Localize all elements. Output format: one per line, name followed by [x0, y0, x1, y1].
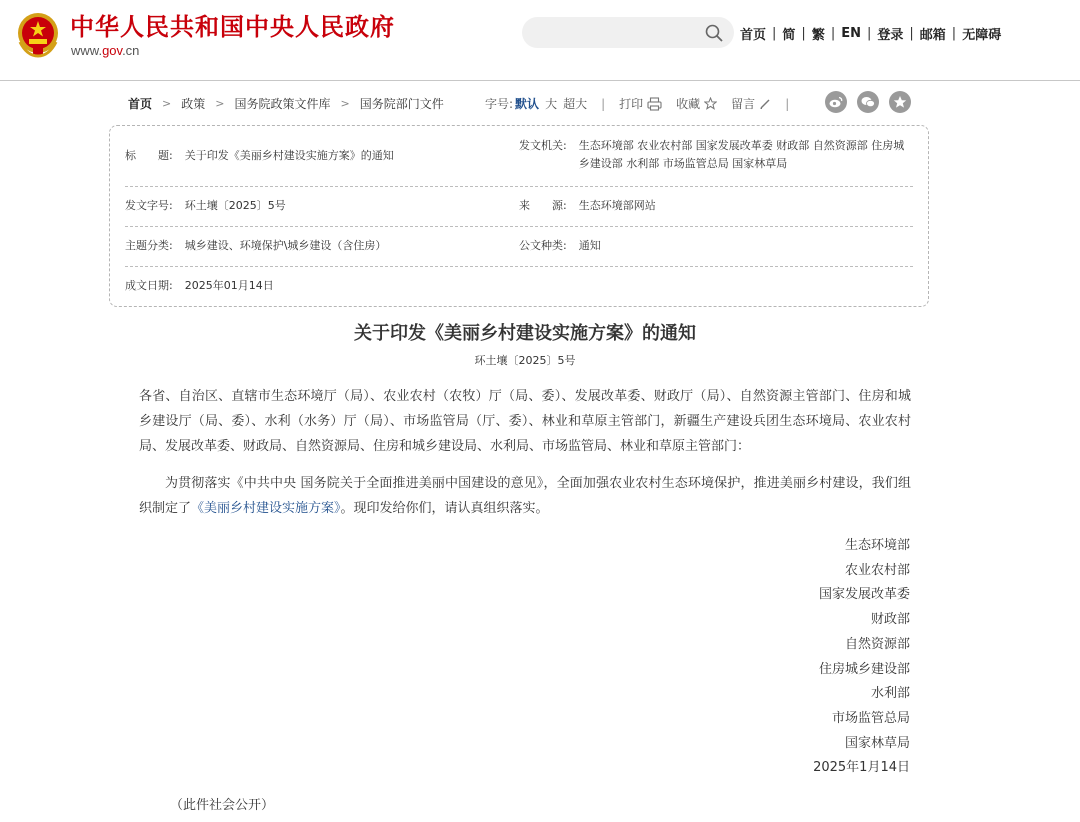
chevron-right-icon: >: [162, 97, 172, 110]
favorite-label: 收藏: [676, 97, 701, 111]
signer: 财政部: [870, 612, 910, 628]
breadcrumb: [128, 95, 444, 112]
info-topic: [125, 237, 386, 255]
info-title-value: 关于印发《美丽乡村建设实施方案》的通知: [184, 149, 394, 162]
info-source: [519, 197, 656, 215]
info-date-value: 2025年01月14日: [184, 279, 274, 292]
plan-document-link[interactable]: 《美丽乡村建设实施方案》: [191, 501, 341, 516]
nav-separator: |: [909, 26, 914, 41]
breadcrumb-policy[interactable]: 政策: [181, 97, 206, 111]
top-nav: [740, 24, 1001, 43]
comment-button[interactable]: [731, 95, 771, 112]
signers-block: [813, 534, 910, 781]
article-body-text: 为贯彻落实《中共中央 国务院关于全面推进美丽中国建设的意见》，全面加强农业农村生态环境保护，推进美丽乡村建设，我们组织制定了: [139, 476, 911, 516]
signer: 农业农村部: [844, 562, 910, 578]
article-body-end: 。现印发给你们，请认真组织落实。: [340, 501, 549, 516]
wechat-icon[interactable]: [857, 91, 879, 113]
article-recipients: 各省、自治区、直辖市生态环境厅（局）、农业农村（农牧）厅（局、委）、发展改革委、财政厅（局）、自然资源主管部门、住房和城乡建设厅（局、委）、水利（水务）厅（局）、市场监管局（厅、委）、林业和草原主管部门，新疆生产建设兵团生态环境局、农业农村局、发展改革委、财政局、自然资源局、住房和城乡建设局、水利局、市场监管局、林业和草原主管部门：: [139, 389, 911, 454]
printer-icon: [647, 97, 662, 111]
nav-separator: |: [830, 26, 836, 41]
signer: 市场监管总局: [831, 710, 910, 726]
info-issuer-value: 生态环境部 农业农村部 国家发展改革委 财政部 自然资源部 住房城乡建设部 水利部 市场监管总局 国家林草局: [578, 139, 905, 170]
favorite-button[interactable]: [676, 95, 717, 112]
signer: 水利部: [870, 686, 910, 702]
comment-label: 留言: [731, 97, 756, 111]
signer: 国家林草局: [844, 735, 910, 751]
site-url[interactable]: [71, 43, 139, 58]
info-row-title: [125, 136, 913, 187]
nav-mail[interactable]: 邮箱: [919, 28, 946, 43]
pencil-icon: [759, 98, 771, 110]
nav-separator: |: [801, 26, 806, 41]
info-title-label: 标 题:: [125, 149, 173, 162]
info-topic-label: 主题分类:: [125, 239, 173, 252]
info-row-topic: [125, 226, 913, 267]
nav-simplified[interactable]: 简: [782, 28, 796, 43]
national-emblem-icon[interactable]: [17, 12, 59, 58]
site-title[interactable]: 中华人民共和国中央人民政府: [70, 13, 395, 41]
chevron-right-icon: >: [215, 97, 225, 110]
info-row-date: [125, 266, 913, 302]
sign-date: 2025年1月14日: [813, 760, 910, 776]
site-url-prefix: www.: [71, 43, 103, 58]
info-row-docno: [125, 186, 913, 227]
search-icon[interactable]: [704, 23, 724, 43]
info-topic-value: 城乡建设、环境保护\城乡建设（含住房）: [184, 239, 387, 252]
nav-separator: |: [951, 26, 957, 41]
info-type: [519, 237, 601, 255]
info-docno: [125, 197, 286, 215]
nav-english[interactable]: EN: [841, 26, 861, 41]
info-issuer: [519, 137, 909, 173]
breadcrumb-home[interactable]: 首页: [128, 97, 153, 111]
print-button[interactable]: [619, 95, 662, 112]
site-url-suffix: .cn: [122, 43, 140, 58]
nav-login[interactable]: 登录: [877, 28, 904, 43]
nav-accessibility[interactable]: 无障碍: [962, 28, 1002, 43]
chevron-right-icon: >: [340, 97, 350, 110]
info-type-value: 通知: [578, 239, 601, 252]
weibo-icon[interactable]: [825, 91, 847, 113]
font-size-xlarge[interactable]: 超大: [563, 97, 588, 111]
search-input[interactable]: [536, 23, 710, 43]
font-size-default[interactable]: 默认: [515, 97, 540, 111]
info-docno-value: 环土壤〔2025〕5号: [184, 199, 286, 212]
site-header: [0, 0, 1080, 81]
info-docno-label: 发文字号:: [125, 199, 173, 212]
nav-traditional[interactable]: 繁: [811, 28, 825, 43]
breadcrumb-department-docs[interactable]: 国务院部门文件: [359, 97, 444, 111]
info-date: [125, 277, 274, 295]
signer: 住房城乡建设部: [818, 661, 910, 677]
print-label: 打印: [619, 97, 644, 111]
signer: 自然资源部: [844, 636, 910, 652]
site-url-brand: gov: [102, 43, 123, 58]
font-size-large[interactable]: 大: [545, 97, 558, 111]
document-info-box: [109, 125, 929, 307]
qzone-icon[interactable]: [889, 91, 911, 113]
tools-divider: |: [785, 96, 790, 111]
nav-separator: |: [772, 26, 777, 41]
article-title: 关于印发《美丽乡村建设实施方案》的通知: [354, 323, 696, 344]
info-source-value: 生态环境部网站: [578, 199, 656, 212]
share-buttons: [825, 91, 921, 113]
nav-separator: |: [866, 26, 872, 41]
nav-home[interactable]: 首页: [740, 28, 767, 43]
article-body: [139, 471, 911, 521]
signer: 国家发展改革委: [818, 587, 910, 603]
article-doc-number: 环土壤〔2025〕5号: [474, 354, 576, 367]
signer: 生态环境部: [844, 538, 910, 553]
info-type-label: 公文种类:: [519, 239, 567, 252]
public-notice: （此件社会公开）: [170, 798, 275, 813]
info-date-label: 成文日期:: [125, 279, 173, 292]
info-source-label: 来 源:: [519, 199, 567, 212]
font-size-label: 字号:: [485, 97, 514, 111]
search-box: [522, 17, 734, 48]
info-issuer-label: 发文机关:: [519, 139, 567, 152]
tools-divider: |: [601, 96, 606, 111]
article-tools: [485, 95, 803, 112]
breadcrumb-policy-library[interactable]: 国务院政策文件库: [234, 97, 331, 111]
breadcrumb-bar: [128, 91, 928, 115]
info-title: [125, 147, 394, 165]
star-icon: [704, 97, 717, 110]
